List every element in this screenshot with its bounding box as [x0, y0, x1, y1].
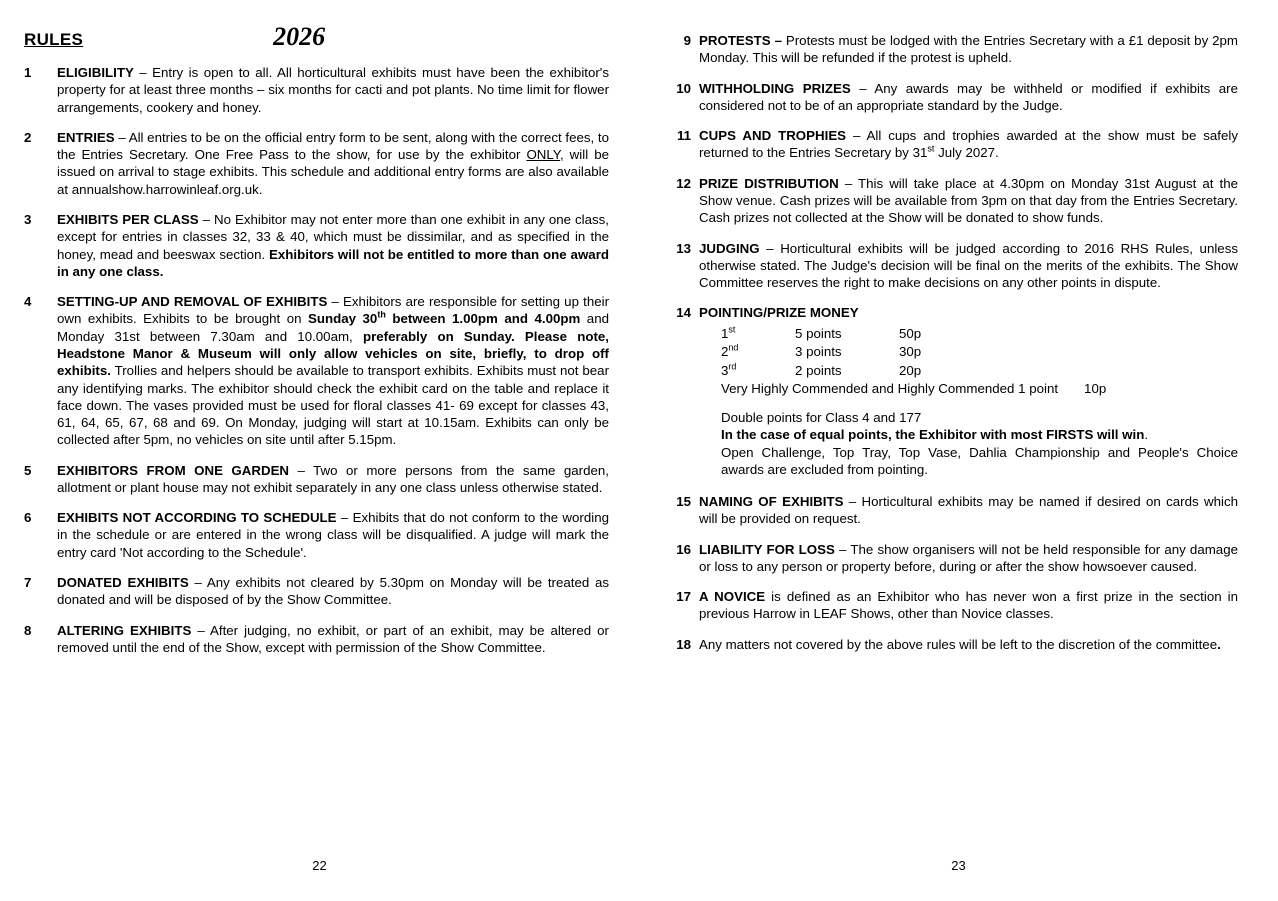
- rule-item-5: [24, 462, 609, 497]
- rule-item-9: [663, 32, 1238, 67]
- rule-heading: CUPS AND TROPHIES: [699, 128, 847, 144]
- rule-text: [57, 293, 609, 449]
- rule-body-text: – The show organisers will not be held responsible for any damage or loss to any person or property before, during or after the show howsoever caused.: [699, 541, 1238, 574]
- points-cell: 3 points: [795, 344, 842, 360]
- page-number-right: 23: [951, 858, 966, 873]
- rule-text: [699, 32, 1238, 67]
- points-block: [699, 325, 1238, 479]
- page-title: RULES: [24, 30, 84, 49]
- place-cell: [721, 362, 795, 381]
- rule-heading: ENTRIES: [57, 129, 115, 145]
- rule-heading: DONATED EXHIBITS: [57, 575, 189, 591]
- rule-item-2: [24, 129, 609, 198]
- rule-item-14: [663, 304, 1238, 479]
- rule-text-seg1: – All cups and trophies awarded at the show must be safely returned to the Entries Secretary by 31: [699, 128, 1238, 161]
- rule-item-17: [663, 588, 1238, 623]
- points-cell: 5 points: [795, 325, 842, 341]
- points-cell: 2 points: [795, 362, 842, 378]
- rule-body-text: – Two or more persons from the same garden, allotment or plant house may not exhibit separately in any one class unless otherwise stated.: [57, 462, 609, 495]
- rule-item-12: [663, 175, 1238, 227]
- equal-points-tail: .: [1144, 427, 1149, 443]
- rule-body-text: – Any awards may be withheld or modified if exhibits are considered not to be of an appropriate standard by the Judge.: [699, 80, 1238, 113]
- rule-heading: JUDGING: [699, 240, 760, 256]
- rules-list-left: [24, 64, 609, 656]
- rule-text: [699, 493, 1238, 528]
- table-row: [721, 325, 959, 344]
- rule-number: 1: [24, 65, 32, 80]
- money-cell: 50p: [899, 325, 922, 341]
- rule-heading: EXHIBITS NOT ACCORDING TO SCHEDULE: [57, 510, 337, 526]
- rule-number: 5: [24, 462, 32, 478]
- rule-number: 11: [676, 128, 691, 144]
- rule-text: [57, 622, 609, 657]
- rule-number: 6: [24, 510, 32, 526]
- rule-body-text: – Exhibits that do not conform to the wording in the schedule or are entered in the wrong class will be disqualified. A judge will mark the entry card 'Not according to the Schedule'.: [57, 510, 609, 560]
- ordinal-suffix: th: [377, 309, 386, 320]
- rule-body-text: – Horticultural exhibits will be judged according to 2016 RHS Rules, unless otherwise stated. The Judge's decision will be final on the merits of the exhibits. The Show Committee reserves the right to make decisions on any other points in dispute.: [699, 240, 1238, 291]
- rule-text: [57, 211, 609, 280]
- rule-item-8: [24, 622, 609, 657]
- ordinal-suffix: nd: [728, 342, 739, 353]
- rule-text-seg2: and Monday 31st between 7.30am and 10.00am,: [57, 311, 609, 344]
- rule-text-seg3: Trollies and helpers should be available to transport exhibits. Exhibits must not bear any identifying marks. The exhibitor should check the exhibit card on the table and replace it face down. The vases provided must be used for floral classes 41- 69 except for classes 43, 61, 64, 65, 67, 68 and 69. On Monday, judging will start at 10.15am. Exhibits can only be collected after 5pm, no vehicles on site until after 5.15pm.: [57, 363, 609, 448]
- place-cell: [721, 343, 795, 362]
- rule-heading: PRIZE DISTRIBUTION: [699, 175, 839, 191]
- commended-money: 10p: [1084, 381, 1107, 397]
- rules-list-right: [663, 32, 1238, 653]
- ordinal-suffix: rd: [728, 361, 737, 372]
- rule-heading: WITHHOLDING PRIZES: [699, 80, 851, 96]
- rule-number: 13: [676, 240, 691, 256]
- rule-item-15: [663, 493, 1238, 528]
- rule-heading: EXHIBITORS FROM ONE GARDEN: [57, 462, 290, 478]
- rule-item-6: [24, 509, 609, 561]
- rule-bold-seg2: between 1.00pm and 4.00pm: [385, 311, 581, 327]
- page-number-left: 22: [312, 858, 327, 873]
- table-row: [721, 343, 959, 362]
- rule-item-4: [24, 293, 609, 449]
- rule-heading: ELIGIBILITY: [57, 65, 134, 80]
- rule-body-text: – No Exhibitor may not enter more than one exhibit in any one class, except for entries in classes 32, 33 & 40, which must be dissimilar, and as specified in the honey, mead and beeswax section.: [57, 211, 609, 262]
- right-page-column: [639, 0, 1278, 901]
- rule-underlined-word: ONLY,: [526, 147, 564, 163]
- rule-number: 18: [676, 636, 691, 652]
- place-number: 2: [721, 344, 729, 360]
- rule-item-13: [663, 240, 1238, 292]
- rule-text: [699, 636, 1238, 653]
- rule-text: [57, 574, 609, 609]
- excluded-awards-line: Open Challenge, Top Tray, Top Vase, Dahlia Championship and People's Choice awards are excluded from pointing.: [721, 444, 1238, 478]
- rule-body-text: – This will take place at 4.30pm on Monday 31st August at the Show venue. Cash prizes will be available from 3pm on that day from the Entries Secretary. Cash prizes not collected at the Show will be donated to show funds.: [699, 175, 1239, 226]
- rule-heading: EXHIBITS PER CLASS: [57, 211, 199, 227]
- rule-body-text: Protests must be lodged with the Entries Secretary with a £1 deposit by 2pm Monday. This will be refunded if the protest is upheld.: [699, 33, 1238, 66]
- rule-text: [699, 304, 1238, 479]
- money-cell: 20p: [899, 362, 922, 378]
- equal-points-bold: In the case of equal points, the Exhibitor with most FIRSTS will win: [721, 427, 1145, 443]
- rule-item-3: [24, 211, 609, 280]
- rule-body-text: – Any exhibits not cleared by 5.30pm on Monday will be treated as donated and will be disposed of by the Show Committee.: [57, 575, 609, 608]
- rule-text: [57, 509, 609, 561]
- rule-text: [57, 64, 609, 116]
- rule-heading: PROTESTS –: [699, 33, 782, 48]
- rule-heading: LIABILITY FOR LOSS: [699, 541, 835, 557]
- rule-heading: SETTING-UP AND REMOVAL OF EXHIBITS: [57, 294, 328, 310]
- rule-body-text-part1: – All entries to be on the official entry form to be sent, along with the correct fees, to the Entries Secretary. One Free Pass to the show, for use by the exhibitor: [57, 129, 609, 163]
- commended-line: [721, 380, 1238, 398]
- rule-heading: ALTERING EXHIBITS: [57, 622, 192, 638]
- rule-heading: A NOVICE: [699, 589, 766, 605]
- rule-heading: POINTING/PRIZE MONEY: [699, 305, 859, 321]
- rule-item-7: [24, 574, 609, 609]
- rule-number: 3: [24, 211, 32, 227]
- rule-text: [57, 129, 609, 198]
- rule-number: 15: [676, 494, 691, 510]
- rule-text: [699, 240, 1238, 292]
- rule-bold-tail: Exhibitors will not be entitled to more than one award in any one class.: [57, 246, 609, 279]
- points-table: [721, 325, 959, 381]
- page-header: [24, 22, 609, 52]
- rule-item-11: [663, 127, 1238, 162]
- rule-text-seg1: – Exhibitors are responsible for setting up their own exhibits. Exhibits to be brought on: [57, 294, 609, 327]
- rule-body-text: – Entry is open to all. All horticultural exhibits must have been the exhibitor's property for at least three months – six months for cacti and pot plants. No time limit for flower arrangements, cookery and honey.: [57, 65, 609, 115]
- equal-points-line: [721, 426, 1238, 444]
- rule-text: [699, 541, 1238, 576]
- rule-item-18: [663, 636, 1238, 653]
- rule-text: [699, 175, 1238, 227]
- rule-bold-tail: .: [1217, 636, 1221, 652]
- rule-number: 16: [676, 541, 691, 557]
- place-number: 1: [721, 325, 729, 341]
- rule-text-seg2: July 2027.: [934, 145, 999, 161]
- spacer: [699, 398, 1238, 409]
- ordinal-suffix: st: [728, 324, 736, 335]
- rule-number: 17: [676, 589, 691, 605]
- year-heading: 2026: [273, 22, 326, 51]
- rule-bold-seg1: Sunday 30: [308, 311, 378, 327]
- rule-number: 7: [24, 575, 32, 591]
- rule-item-16: [663, 541, 1238, 576]
- double-points-line: Double points for Class 4 and 177: [721, 409, 922, 425]
- rule-text: [699, 80, 1238, 115]
- rule-number: 12: [676, 175, 691, 191]
- rule-body-text: Any matters not covered by the above rules will be left to the discretion of the committee: [699, 636, 1218, 652]
- rule-body-text-part2: will be issued on arrival to stage exhibits. This schedule and additional entry forms are also available at annualshow.harrowinleaf.org.uk.: [57, 147, 609, 197]
- rule-number: 4: [24, 294, 32, 310]
- rule-number: 2: [24, 129, 32, 145]
- ordinal-suffix: st: [927, 143, 935, 154]
- rule-number: 14: [676, 305, 691, 321]
- commended-text: Very Highly Commended and Highly Commended 1 point: [721, 381, 1059, 397]
- rule-number: 8: [24, 622, 32, 638]
- rule-body-text: – Horticultural exhibits may be named if desired on cards which will be provided on request.: [699, 494, 1238, 527]
- rule-text: [699, 588, 1238, 623]
- rule-text: [57, 462, 609, 497]
- rule-item-10: [663, 80, 1238, 115]
- rule-bold-seg3: preferably on Sunday. Please note, Headstone Manor & Museum will only allow vehicles on site, briefly, to drop off exhibits.: [57, 328, 609, 379]
- rule-text: [699, 127, 1238, 162]
- rule-item-1: [24, 64, 609, 116]
- place-number: 3: [721, 362, 729, 378]
- rule-number: 9: [683, 33, 691, 48]
- place-cell: [721, 325, 795, 344]
- rule-number: 10: [676, 80, 691, 96]
- rule-heading: NAMING OF EXHIBITS: [699, 494, 844, 510]
- table-row: [721, 362, 959, 381]
- money-cell: 30p: [899, 344, 922, 360]
- rule-body-text: is defined as an Exhibitor who has never won a first prize in the section in previous Harrow in LEAF Shows, other than Novice classes.: [699, 589, 1238, 622]
- rule-body-text: – After judging, no exhibit, or part of an exhibit, may be altered or removed until the end of the Show, except with permission of the Show Committee.: [57, 622, 609, 655]
